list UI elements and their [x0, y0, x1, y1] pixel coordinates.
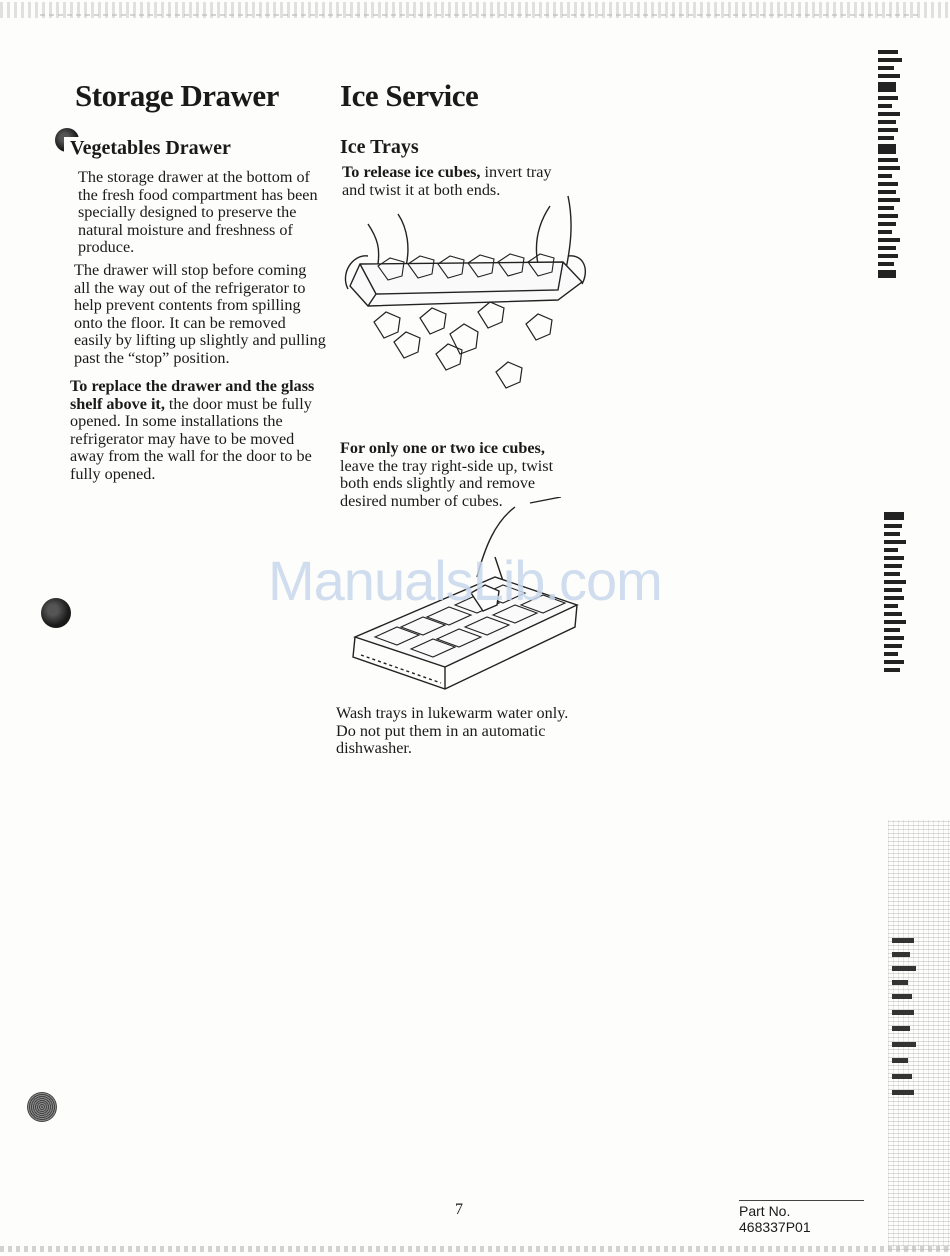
drawer-paragraph-3-lead: To replace the drawer and the glass shelf above it, [70, 377, 315, 413]
scan-noise-bottom [0, 1246, 950, 1252]
page-number: 7 [455, 1201, 463, 1218]
drawer-paragraph-2: The drawer will stop before coming all the way out of the refrigerator to help prevent contents from spilling onto the floor. It can be removed easily by lifting up slightly and pulling past the “stop” position. [74, 261, 326, 367]
vegetables-drawer-heading [64, 138, 231, 158]
drawer-paragraph-1: The storage drawer at the bottom of the fresh food compartment has been specially designed to preserve the natural moisture and freshness of produce. [78, 168, 318, 257]
storage-drawer-heading: Storage Drawer [75, 78, 279, 113]
punch-hole-middle [41, 598, 71, 628]
scan-noise-top-line [40, 14, 920, 16]
one-two-cubes-body: leave the tray right-side up, twist both ends slightly and remove desired number of cubes. [340, 456, 554, 510]
punch-hole-bottom [27, 1092, 57, 1122]
vegetables-drawer-heading-text: Vegetables Drawer [64, 137, 231, 159]
release-cubes-lead: To release ice cubes, [342, 163, 481, 181]
wash-trays-paragraph: Wash trays in lukewarm water only. Do not put them in an automatic dishwasher. [336, 704, 569, 758]
edge-marks-top [878, 50, 914, 282]
release-cubes-body: invert tray and twist it at both ends. [342, 163, 552, 199]
edge-marks-middle [884, 512, 920, 676]
watermark: ManualsLib.com [268, 549, 662, 612]
part-number: Part No. 468337P01 [739, 1200, 864, 1235]
ice-service-heading: Ice Service [340, 78, 479, 113]
one-two-cubes-lead: For only one or two ice cubes, [340, 439, 545, 457]
drawer-paragraph-3 [70, 378, 326, 484]
edge-scan-noise [888, 820, 950, 1250]
inverted-tray-illustration [338, 194, 588, 409]
drawer-paragraph-3-body: the door must be fully opened. In some installations the refrigerator may have to be moved away from the wall for the door to be fully opened. [70, 394, 312, 483]
ice-trays-heading: Ice Trays [340, 136, 419, 158]
